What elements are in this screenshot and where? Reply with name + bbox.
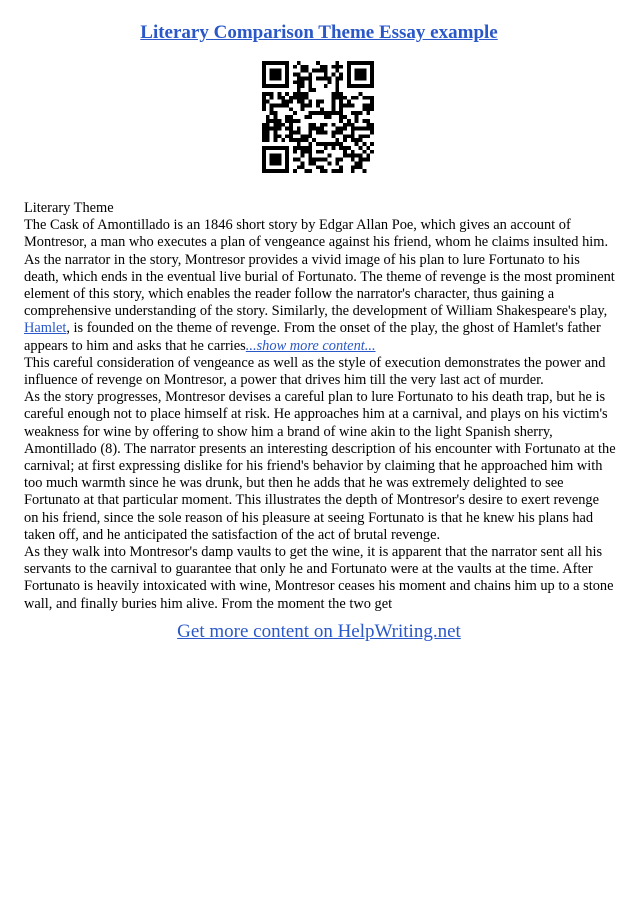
essay-paragraph-3: As the story progresses, Montresor devises a careful plan to lure Fortunato to his death trap, but he is careful enough not to place himself at risk. He approaches him at a carnival, and plays on his victim's weakness for wine by offering to show him a brand of wine akin to the light Spanish sherry, Amontillado (8). The narrator presents an interesting description of his encounter with Fortunato at the carnival; at first expressing dislike for his friend's behavior by claiming that he approached him with too much warmth since he was drunk, but then he adds that he was extremely delighted to see Fortunato at that particular moment. This illustrates the depth of Montresor's desire to exert revenge on his friend, since the sole reason of his pleasure at seeing Fortunato is that he knew his plans had taken off, and he anticipated the satisfaction of the act of brutal revenge.	[24, 389, 616, 543]
qr-code-icon	[262, 61, 374, 173]
document-title[interactable]: Literary Comparison Theme Essay example	[140, 22, 498, 43]
paragraph-1-text-end: , is founded on the theme of revenge. From the onset of the play, the ghost of Hamlet's father appears to him and asks that he carries	[24, 320, 601, 354]
essay-paragraph-2: This careful consideration of vengeance as well as the style of execution demonstrates the power and influence of revenge on Montresor, a power that drives him till the very last act of murder.	[24, 354, 606, 389]
show-more-link[interactable]: ...show more content...	[245, 337, 376, 354]
essay-paragraph-1	[24, 217, 616, 355]
essay-heading: Literary Theme	[24, 200, 114, 216]
essay-paragraph-4: As they walk into Montresor's damp vaults to get the wine, it is apparent that the narrator sent all his servants to the carnival to guarantee that only he and Fortunato were at the vaults at the time. After Fortunato is heavily intoxicated with wine, Montresor ceases his moment and chains him up to a stone wall, and finally buries him alive. From the moment the two get	[24, 544, 614, 612]
paragraph-1-text-start: The Cask of Amontillado is an 1846 short story by Edgar Allan Poe, which gives an account of Montresor, a man who executes a plan of vengeance against his friend, whom he claims insulted him. As the narrator in the story, Montresor provides a vivid image of his plan to lure Fortunato to his death, which ends in the eventual live burial of Fortunato. The theme of revenge is the most prominent element of this story, which enables the reader follow the narrator's character, thus gaining a comprehensive understanding of the story. Similarly, the development of William Shakespeare's play,	[24, 217, 615, 320]
get-more-content-link[interactable]: Get more content on HelpWriting.net	[177, 621, 461, 642]
essay-body	[24, 200, 616, 613]
hamlet-link[interactable]: Hamlet	[24, 320, 67, 337]
